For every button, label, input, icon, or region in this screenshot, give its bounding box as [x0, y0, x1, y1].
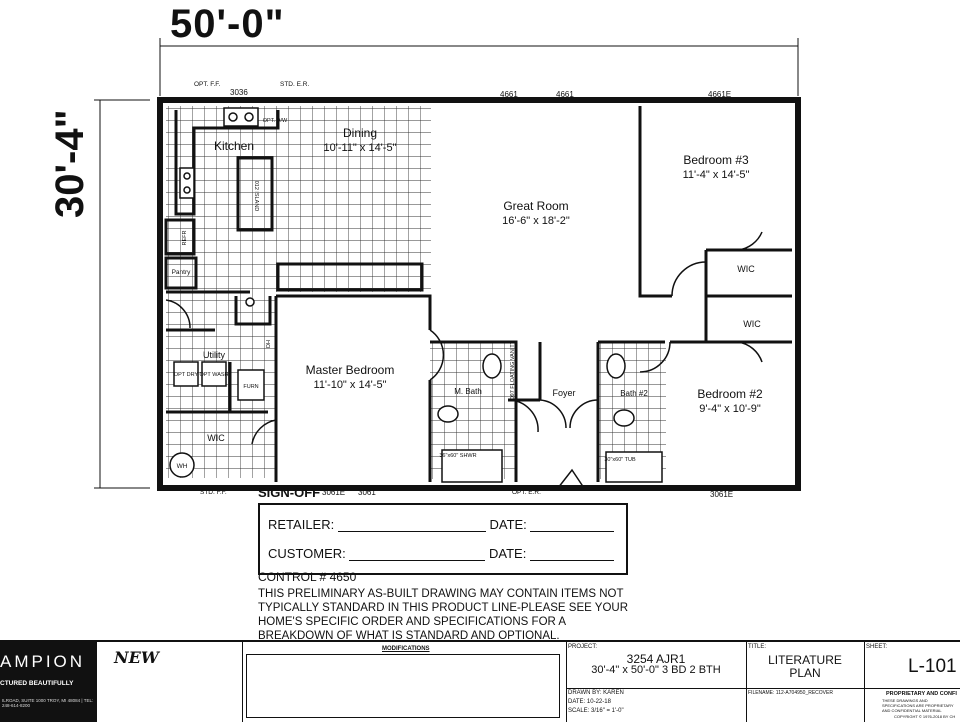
room-wic-b3: WIC: [737, 264, 755, 274]
modifications-block: [242, 642, 567, 722]
window-label-3061e-b: 3061E: [710, 490, 734, 499]
room-utility-name: Utility: [203, 350, 225, 360]
bath2-toilet: [614, 410, 634, 426]
revision-block: [96, 642, 243, 722]
customer-row: [268, 546, 614, 561]
retailer-signature-line[interactable]: [338, 519, 486, 532]
handwritten-new: NEW: [114, 648, 159, 667]
window-label-opt-er: OPT. E.R.: [512, 489, 541, 496]
mbath-toilet: [438, 406, 458, 422]
room-mbath-name: M. Bath: [454, 387, 482, 396]
fixture-furn-label: FURN: [243, 384, 259, 390]
retailer-label: RETAILER:: [268, 517, 335, 532]
window-label-3061e: 3061E: [322, 488, 346, 497]
drawn-by: DRAWN BY: KAREN: [568, 690, 624, 696]
project-divider: [566, 688, 746, 689]
room-bath2-name: Bath #2: [620, 389, 648, 398]
room-master-name: Master Bedroom: [305, 363, 395, 377]
customer-date-label: DATE:: [489, 546, 527, 561]
window-label-std-er: STD. E.R.: [280, 81, 310, 88]
sheet-label: SHEET:: [866, 644, 888, 650]
window-label-3061: 3061: [358, 488, 376, 497]
fixture-shower-label: 36"x60" SHWR: [439, 453, 477, 459]
room-foyer-name: Foyer: [552, 388, 576, 398]
window-label-std-ff: STD. F.F.: [200, 489, 227, 496]
fixture-tub-label: 30"x60" TUB: [604, 457, 636, 463]
drawing-scale: SCALE: 3/16" = 1'-0": [568, 708, 624, 714]
fixture-island-label: 012 ISLAND: [253, 180, 259, 212]
logo-block: [0, 642, 97, 722]
fixture-wh-label: WH: [176, 463, 188, 470]
project-label: PROJECT:: [568, 644, 598, 650]
window-label-4661-a: 4661: [500, 90, 518, 99]
signoff-title: SIGN-OFF: [258, 485, 321, 500]
company-tagline: CTURED BEAUTIFULLY: [0, 680, 74, 687]
room-bedroom2-name: Bedroom #2: [697, 387, 763, 401]
fixture-vanity-label: 097 FLOATING VANITY: [510, 340, 516, 400]
room-wic-master: WIC: [207, 433, 225, 443]
room-master-size: 11'-10" x 14'-5": [313, 379, 387, 391]
customer-signature-line[interactable]: [349, 548, 485, 561]
fixture-refr-label: REFR: [182, 230, 188, 246]
modifications-label: MODIFICATIONS: [382, 646, 430, 652]
room-great-room-size: 16'-6" x 18'-2": [502, 215, 570, 227]
window-label-opt-ff: OPT. F.F.: [194, 81, 221, 88]
room-bedroom3-size: 11'-4" x 14'-5": [682, 169, 750, 181]
title-block: [0, 640, 960, 722]
window-label-4661-b: 4661: [556, 90, 574, 99]
project-code: 3254 AJR1: [626, 652, 686, 666]
project-description: 30'-4" x 50'-0" 3 BD 2 BTH: [591, 664, 721, 676]
copyright-text: COPYRIGHT © 1976-2018 BY CH: [894, 714, 956, 719]
fixture-dw-label: OPT. D/W: [262, 118, 288, 124]
sheet-divider: [864, 688, 960, 689]
customer-date-line[interactable]: [530, 548, 614, 561]
title-cell: [746, 642, 865, 722]
disclaimer-text: THIS PRELIMINARY AS-BUILT DRAWING MAY CONTAIN ITEMS NOT TYPICALLY STANDARD IN THIS PRODUCT LINE-PLEASE SEE YOUR HOME'S SPECIFIC ORDER AND SPECIFICATIONS FOR A BREAKDOWN OF WHAT IS STANDARD AND OPTIONAL.: [258, 588, 629, 642]
room-pantry: Pantry: [171, 269, 191, 276]
drawing-date: DATE: 10-22-18: [568, 699, 611, 705]
proprietary-title: PROPRIETARY AND CONFI: [886, 691, 957, 697]
room-dining-size: 10'-11" x 14'-5": [323, 142, 397, 154]
sheet-number: L-101: [908, 656, 957, 677]
room-bedroom3-name: Bedroom #3: [683, 153, 749, 167]
overall-width-dimension: 50'-0": [170, 2, 285, 46]
window-label-4661e: 4661E: [708, 90, 732, 99]
project-block: [566, 642, 747, 722]
overall-depth-dimension: 30'-4": [48, 109, 92, 218]
retailer-date-line[interactable]: [530, 519, 614, 532]
signoff-box: [258, 503, 628, 575]
bath2-sink: [607, 354, 625, 378]
company-address: ILROAD, SUITE 1000 TROY, MI 48084 | TEL: 248-614-8200: [2, 698, 94, 708]
customer-label: CUSTOMER:: [268, 546, 346, 561]
modifications-area: [246, 654, 560, 718]
sheet-cell: [864, 642, 960, 722]
drawing-filename: FILENAME: 112-A704950_RECOVER: [748, 690, 833, 696]
window-label-3036: 3036: [230, 88, 248, 97]
retailer-date-label: DATE:: [489, 517, 527, 532]
room-wic-b2: WIC: [743, 319, 761, 329]
fixture-opt-dry-label: OPT DRY: [173, 372, 199, 378]
room-kitchen-name: Kitchen: [213, 139, 255, 153]
room-bedroom2-size: 9'-4" x 10'-9": [699, 403, 761, 415]
mbath-sink: [483, 354, 501, 378]
title-label: TITLE:: [748, 644, 767, 650]
room-dining-name: Dining: [342, 126, 378, 140]
drawing-title: LITERATURE PLAN: [768, 653, 842, 680]
proprietary-note: THESE DRAWINGS AND SPECIFICATIONS ARE PROPRIETARY AND CONFIDENTIAL MATERIAL: [882, 698, 954, 713]
fixture-dh-label: DH: [266, 340, 272, 348]
title-divider: [746, 688, 864, 689]
control-number: CONTROL # 4650: [258, 570, 357, 584]
room-great-room-name: Great Room: [503, 199, 569, 213]
retailer-row: [268, 517, 614, 532]
company-logo: AMPION: [0, 652, 86, 671]
utility-sink: [246, 298, 254, 306]
fixture-opt-wash-label: OPT WASH: [199, 372, 229, 378]
